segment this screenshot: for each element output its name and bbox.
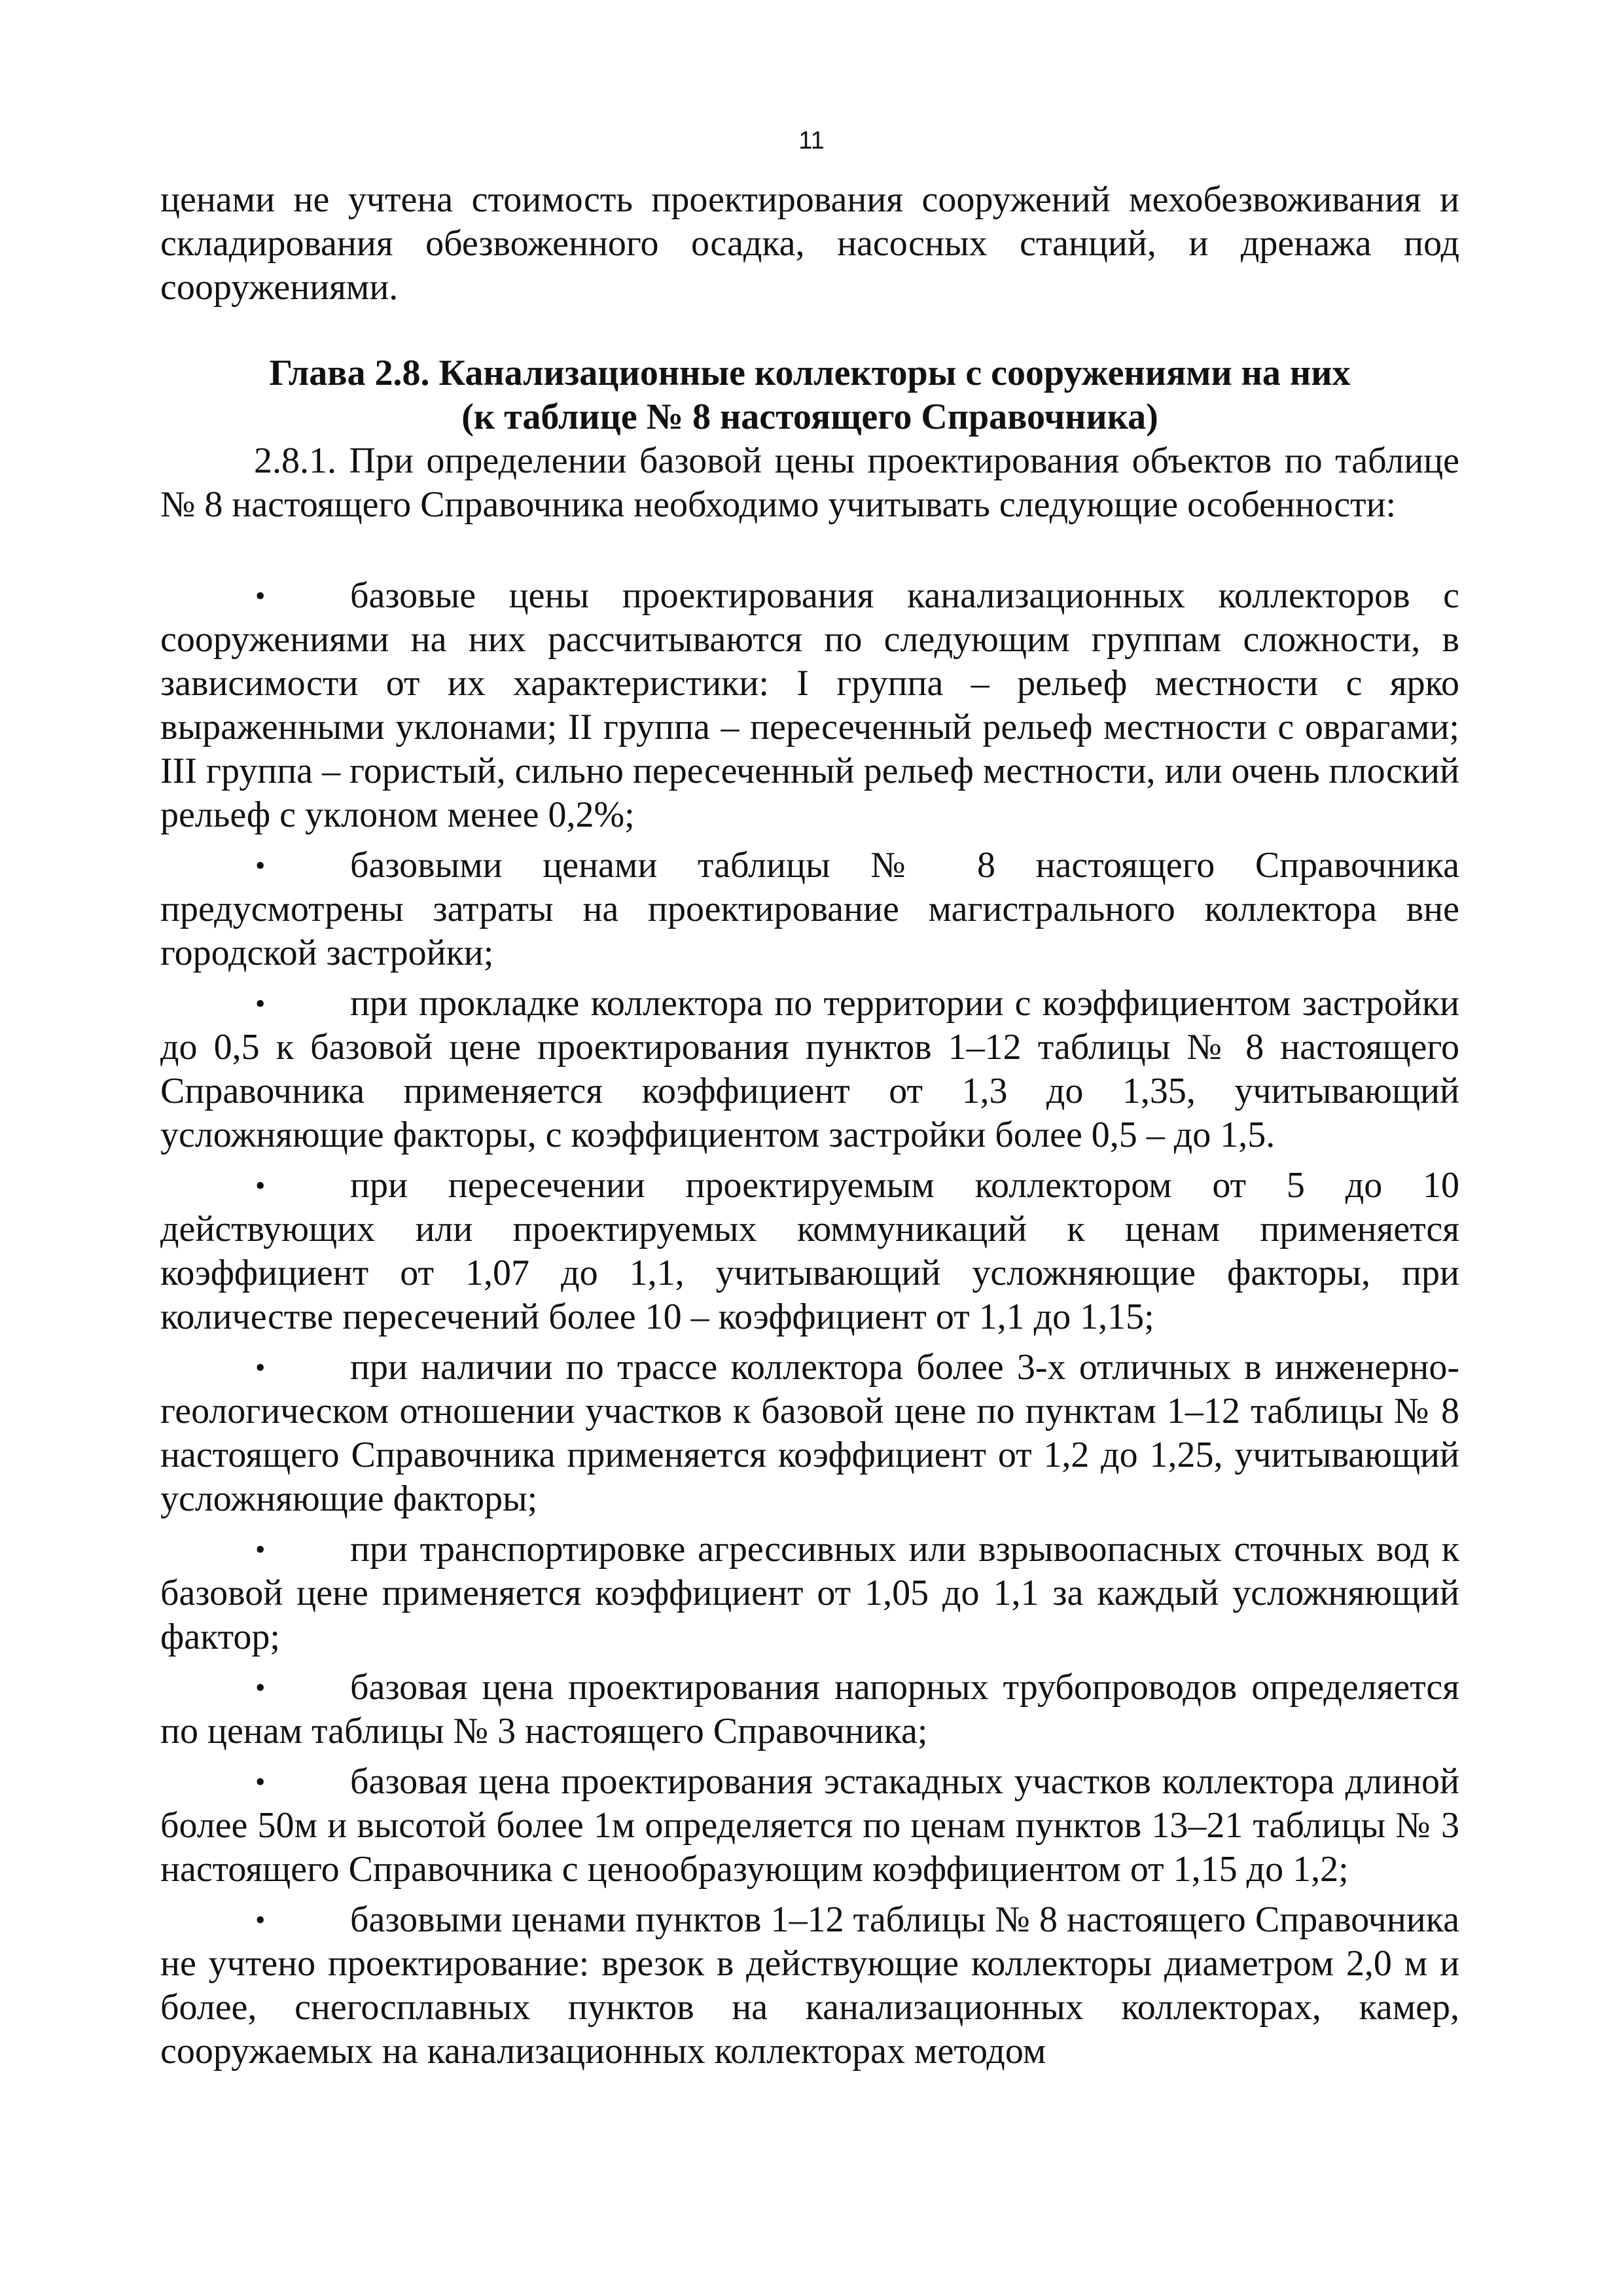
list-item-text: базовые цены проектирования канализационных коллекторов с сооружениями на них рассчитываются по следующим группам сложности, в зависимости от их характеристики: I группа – рельеф местности с ярко выраженными уклонами; II группа – пересеченный рельеф местности с оврагами; III группа – гористый, сильно пересеченный рельеф местности, или очень плоский рельеф с уклоном менее 0,2%; — [160, 575, 1459, 835]
section-paragraph-2-8-1: 2.8.1. При определении базовой цены проектирования объектов по таблице № 8 настоящего Справочника необходимо учитывать следующие особенности: — [160, 440, 1459, 525]
list-item-text: базовая цена проектирования напорных трубопроводов определяется по ценам таблицы № 3 настоящего Справочника; — [160, 1667, 1459, 1751]
list-item-text: при прокладке коллектора по территории с коэффициентом застройки до 0,5 к базовой цене проектирования пунктов 1–12 таблицы № 8 настоящего Справочника применяется коэффициент от 1,3 до 1,35, учитывающий усложняющие факторы, с коэффициентом застройки более 0,5 – до 1,5. — [160, 983, 1459, 1155]
list-item — [160, 1164, 1459, 1339]
page-number: 11 — [798, 127, 825, 154]
intro-paragraph: ценами не учтена стоимость проектирования сооружений мехобезвоживания и складирования обезвоженного осадка, насосных станций, и дренажа под сооружениями. — [160, 179, 1459, 308]
list-item-text: базовыми ценами пунктов 1–12 таблицы № 8 настоящего Справочника не учтено проектирование: врезок в действующие коллекторы диаметром 2,0 м и более, снегосплавных пунктов на канализационных коллекторах, камер, сооружаемых на канализационных коллекторах методом — [160, 1899, 1459, 2072]
bullet-marker: • — [255, 1766, 266, 1798]
list-item-text: при транспортировке агрессивных или взрывоопасных сточных вод к базовой цене применяется коэффициент от 1,05 до 1,1 за каждый усложняющий фактор; — [160, 1529, 1459, 1657]
list-item — [160, 1346, 1459, 1521]
list-item — [160, 1760, 1459, 1892]
bullet-marker: • — [255, 1534, 266, 1566]
list-item-text: базовая цена проектирования эстакадных участков коллектора длиной более 50м и высотой более 1м определяется по ценам пунктов 13–21 таблицы № 3 настоящего Справочника с ценообразующим коэффициентом от 1,15 до 1,2; — [160, 1761, 1459, 1890]
bullet-marker: • — [255, 1352, 266, 1384]
list-item — [160, 574, 1459, 837]
chapter-heading — [160, 351, 1459, 439]
bullet-marker: • — [255, 580, 266, 612]
list-item — [160, 982, 1459, 1157]
list-item-text: при наличии по трассе коллектора более 3-х отличных в инженерно-геологическом отношении участков к базовой цене по пунктам 1–12 таблицы № 8 настоящего Справочника применяется коэффициент от 1,2 до 1,25, учитывающий усложняющие факторы; — [160, 1347, 1459, 1519]
bullet-marker: • — [255, 1904, 266, 1936]
list-item-text: базовыми ценами таблицы № 8 настоящего Справочника предусмотрены затраты на проектирование магистрального коллектора вне городской застройки; — [160, 845, 1459, 973]
list-item-text: при пересечении проектируемым коллектором от 5 до 10 действующих или проектируемых коммуникаций к ценам применяется коэффициент от 1,07 до 1,1, учитывающий усложняющие факторы, при количестве пересечений более 10 – коэффициент от 1,1 до 1,15; — [160, 1165, 1459, 1337]
bullet-marker: • — [255, 1672, 266, 1704]
bullet-list — [160, 574, 1459, 2080]
chapter-subtitle: (к таблице № 8 настоящего Справочника) — [461, 397, 1158, 437]
list-item — [160, 1666, 1459, 1753]
bullet-marker: • — [255, 988, 266, 1020]
list-item — [160, 1898, 1459, 2073]
bullet-marker: • — [255, 850, 266, 882]
list-item — [160, 844, 1459, 975]
chapter-title: Глава 2.8. Канализационные коллекторы с сооружениями на них — [269, 353, 1351, 393]
list-item — [160, 1528, 1459, 1659]
bullet-marker: • — [255, 1170, 266, 1202]
